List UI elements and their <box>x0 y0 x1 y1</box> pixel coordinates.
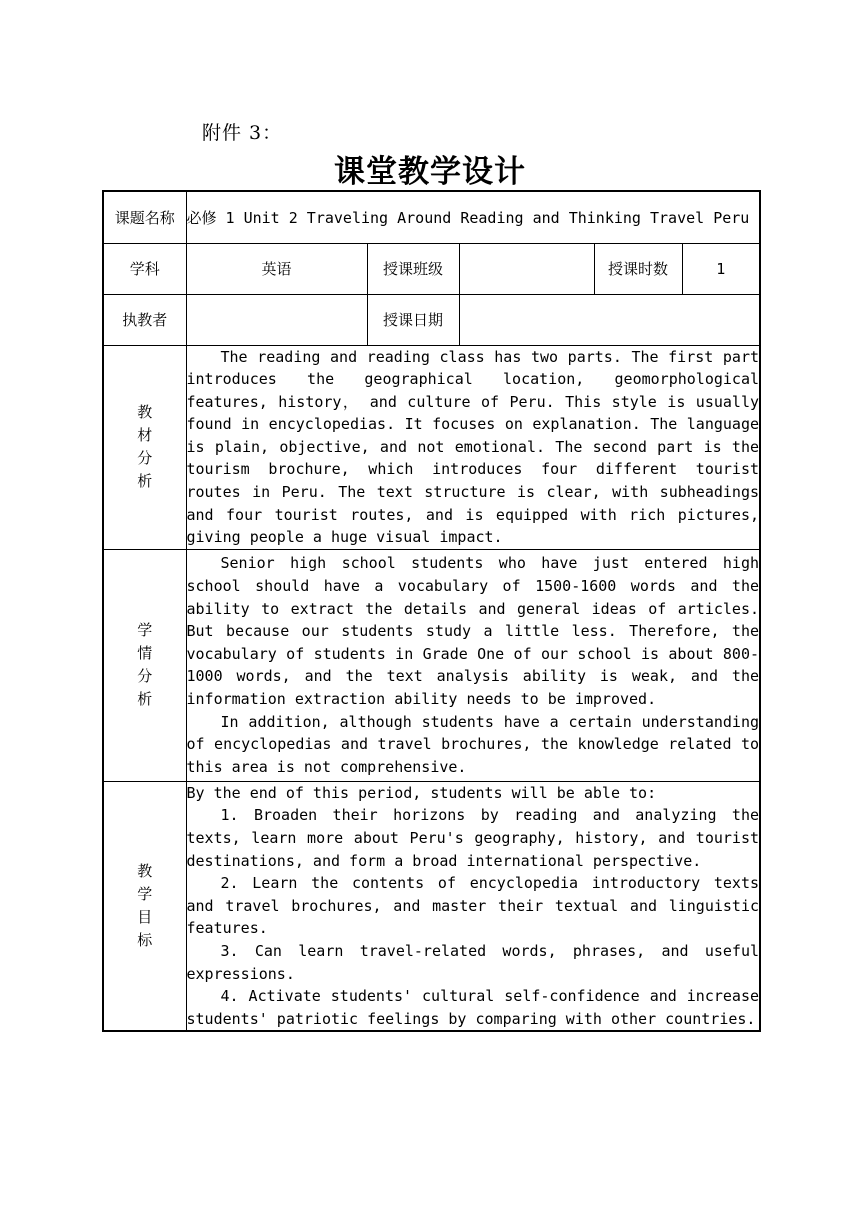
goal-item: 4. Activate students' cultural self-confidence and increase students' patriotic feelings by comparing with other countries. <box>186 987 760 1028</box>
attachment-label: 附件 3： <box>202 122 283 144</box>
goal-item: 2. Learn the contents of encyclopedia introductory texts and travel brochures, and master their textual and linguistic features. <box>186 874 760 938</box>
date-label: 授课日期 <box>367 294 459 345</box>
material-row <box>103 345 760 549</box>
material-analysis-text <box>186 345 760 549</box>
hours-value: 1 <box>682 243 760 294</box>
class-value <box>459 243 594 294</box>
students-label-char: 情 <box>137 644 153 663</box>
students-paragraph-1: Senior high school students who have just entered high school should have a vocabulary of 1500-1600 words and the ability to extract the details and general ideas of articles. But because our students study a little less. Therefore, the vocabulary of students in Grade One of our school is about 800-1000 words, and the text analysis ability is weak, and the information extraction ability needs to be improved. <box>186 554 760 708</box>
goals-label-char: 目 <box>137 908 153 927</box>
material-label-char: 材 <box>137 426 153 445</box>
goals-row <box>103 781 760 1031</box>
subject-value: 英语 <box>186 243 367 294</box>
material-label-char: 析 <box>137 472 153 491</box>
lesson-plan-table <box>102 190 761 1032</box>
teaching-goals-label <box>103 781 186 1031</box>
class-label: 授课班级 <box>367 243 459 294</box>
topic-value: 必修 1 Unit 2 Traveling Around Reading and Thinking Travel Peru <box>186 191 760 243</box>
goals-label-char: 学 <box>137 885 153 904</box>
material-label-char: 教 <box>137 403 153 422</box>
page-title: 课堂教学设计 <box>334 154 526 190</box>
goals-intro: By the end of this period, students will be able to: <box>186 783 657 802</box>
teacher-value <box>186 294 367 345</box>
subject-row <box>103 243 760 294</box>
students-label-char: 析 <box>137 690 153 709</box>
topic-label: 课题名称 <box>103 191 186 243</box>
material-analysis-label <box>103 345 186 549</box>
topic-row <box>103 191 760 243</box>
goals-label-char: 教 <box>137 862 153 881</box>
subject-label: 学科 <box>103 243 186 294</box>
students-analysis-label <box>103 549 186 781</box>
students-analysis-text <box>186 549 760 781</box>
material-paragraph: The reading and reading class has two parts. The first part introduces the geographical location, geomorphological features, history， and culture of Peru. This style is usually found in encyclopedias. It focuses on explanation. The language is plain, objective, and not emotional. The second part is the tourism brochure, which introduces four different tourist routes in Peru. The text structure is clear, with subheadings and four tourist routes, and is equipped with rich pictures, giving people a huge visual impact. <box>186 347 760 547</box>
teacher-label: 执教者 <box>103 294 186 345</box>
students-row <box>103 549 760 781</box>
students-paragraph-2: In addition, although students have a certain understanding of encyclopedias and travel brochures, the knowledge related to this area is not comprehensive. <box>186 712 760 776</box>
goal-item: 3. Can learn travel-related words, phrases, and useful expressions. <box>186 942 760 983</box>
teaching-goals-text <box>186 781 760 1031</box>
goal-item: 1. Broaden their horizons by reading and analyzing the texts, learn more about Peru's geography, history, and tourist destinations, and form a broad international perspective. <box>186 806 760 870</box>
date-value <box>459 294 760 345</box>
teacher-row <box>103 294 760 345</box>
students-label-char: 学 <box>137 621 153 640</box>
students-label-char: 分 <box>137 667 153 686</box>
goals-label-char: 标 <box>137 931 153 950</box>
material-label-char: 分 <box>137 449 153 468</box>
hours-label: 授课时数 <box>594 243 682 294</box>
